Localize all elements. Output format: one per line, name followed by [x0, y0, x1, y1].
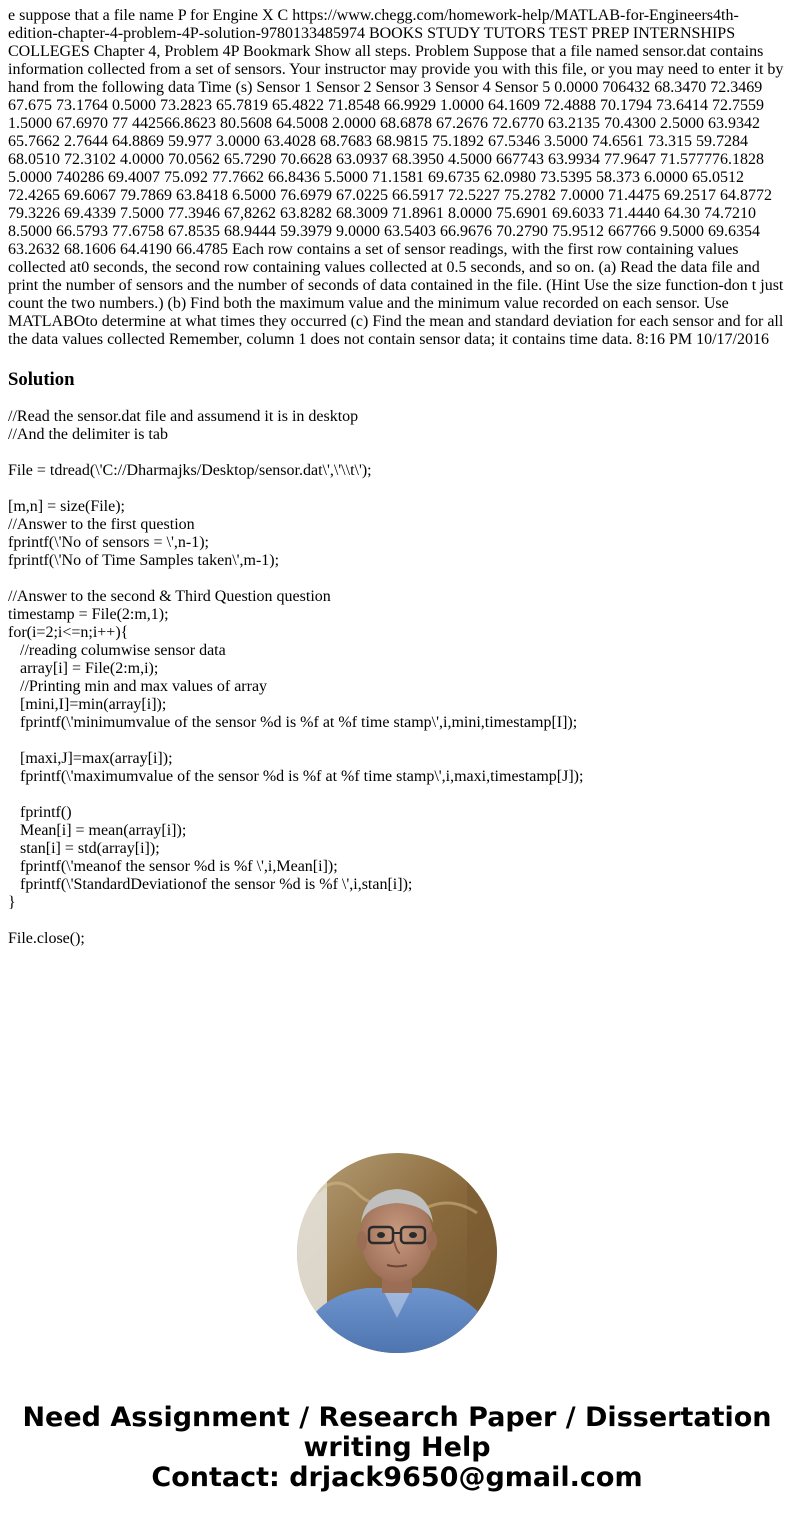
code-line: //Printing min and max values of array	[8, 678, 268, 695]
code-line	[8, 786, 786, 804]
code-line	[8, 444, 786, 462]
author-photo	[297, 1153, 497, 1353]
code-line: //And the delimiter is tab	[8, 426, 168, 443]
code-line: [maxi,J]=max(array[i]);	[8, 750, 173, 767]
contact-banner	[0, 1403, 794, 1493]
code-line	[8, 732, 786, 750]
code-line: fprintf(\'No of Time Samples taken\',m-1);	[8, 552, 280, 569]
code-line: Mean[i] = mean(array[i]);	[8, 822, 187, 839]
contact-line-1: Need Assignment / Research Paper / Dissertation	[22, 1402, 772, 1433]
code-line: fprintf(\'No of sensors = \',n-1);	[8, 534, 209, 551]
code-line: [m,n] = size(File);	[8, 498, 125, 515]
code-line	[8, 570, 786, 588]
code-line: for(i=2;i<=n;i++){	[8, 624, 129, 641]
code-line: [mini,I]=min(array[i]);	[8, 696, 167, 713]
code-line: File = tdread(\'C://Dharmajks/Desktop/sensor.dat\',\'\\t\');	[8, 462, 372, 479]
solution-code	[8, 408, 786, 948]
contact-line-3: Contact: drjack9650@gmail.com	[151, 1462, 643, 1493]
solution-heading: Solution	[8, 369, 75, 390]
code-line: fprintf(\'maximumvalue of the sensor %d is %f at %f time stamp\',i,maxi,timestamp[J]);	[8, 768, 584, 785]
code-line: timestamp = File(2:m,1);	[8, 606, 169, 623]
code-line: //Answer to the second & Third Question question	[8, 588, 331, 605]
code-line: //Read the sensor.dat file and assumend it is in desktop	[8, 408, 359, 425]
code-line: //reading columwise sensor data	[8, 642, 226, 659]
code-line: }	[8, 894, 16, 911]
code-line: stan[i] = std(array[i]);	[8, 840, 160, 857]
code-line: fprintf(\'minimumvalue of the sensor %d is %f at %f time stamp\',i,mini,timestamp[I]);	[8, 714, 578, 731]
author-avatar	[297, 1153, 497, 1353]
contact-line-2: writing Help	[303, 1432, 491, 1463]
code-line: fprintf(\'meanof the sensor %d is %f \',i,Mean[i]);	[8, 858, 338, 875]
code-line: //Answer to the first question	[8, 516, 195, 533]
code-line	[8, 912, 786, 930]
code-line: fprintf()	[8, 804, 72, 821]
code-line: fprintf(\'StandardDeviationof the sensor %d is %f \',i,stan[i]);	[8, 876, 413, 893]
problem-statement: e suppose that a file name P for Engine X C https://www.chegg.com/homework-help/MATLAB-for-Engineers4th-edition-chapter-4-problem-4P-solution-9780133485974 BOOKS STUDY TUTORS TEST PREP INTERNSHIPS COLLEGES Chapter 4, Problem 4P Bookmark Show all steps. Problem Suppose that a file named sensor.dat contains information collected from a set of sensors. Your instructor may provide you with this file, or you may need to enter it by hand from the following data Time (s) Sensor 1 Sensor 2 Sensor 3 Sensor 4 Sensor 5 0.0000 706432 68.3470 72.3469 67.675 73.1764 0.5000 73.2823 65.7819 65.4822 71.8548 66.9929 1.0000 64.1609 72.4888 70.1794 73.6414 72.7559 1.5000 67.6970 77 442566.8623 80.5608 64.5008 2.0000 68.6878 67.2676 72.6770 63.2135 70.4300 2.5000 63.9342 65.7662 2.7644 64.8869 59.977 3.0000 63.4028 68.7683 68.9815 75.1892 67.5346 3.5000 74.6561 73.315 59.7284 68.0510 72.3102 4.0000 70.0562 65.7290 70.6628 63.0937 68.3950 4.5000 667743 63.9934 77.9647 71.577776.1828 5.0000 740286 69.4007 75.092 77.7662 66.8436 5.5000 71.1581 69.6735 62.0980 73.5395 58.373 6.0000 65.0512 72.4265 69.6067 79.7869 63.8418 6.5000 76.6979 67.0225 66.5917 72.5227 75.2782 7.0000 71.4475 69.2517 64.8772 79.3226 69.4339 7.5000 77.3946 67,8262 63.8282 68.3009 71.8961 8.0000 75.6901 69.6033 71.4440 64.30 74.7210 8.5000 66.5793 77.6758 67.8535 68.9444 59.3979 9.0000 63.5403 66.9676 70.2790 75.9512 667766 9.5000 69.6354 63.2632 68.1606 64.4190 66.4785 Each row contains a set of sensor readings, with the first row containing values collected at0 seconds, the second row containing values collected at 0.5 seconds, and so on. (a) Read the data file and print the number of sensors and the number of seconds of data contained in the file. (Hint Use the size function-don t just count the two numbers.) (b) Find both the maximum value and the minimum value recorded on each sensor. Use MATLABOto determine at what times they occurred (c) Find the mean and standard deviation for each sensor and for all the data values collected Remember, column 1 does not contain sensor data; it contains time data. 8:16 PM 10/17/2016	[8, 7, 784, 348]
code-line	[8, 480, 786, 498]
code-line: File.close();	[8, 930, 85, 947]
code-line: array[i] = File(2:m,i);	[8, 660, 159, 677]
